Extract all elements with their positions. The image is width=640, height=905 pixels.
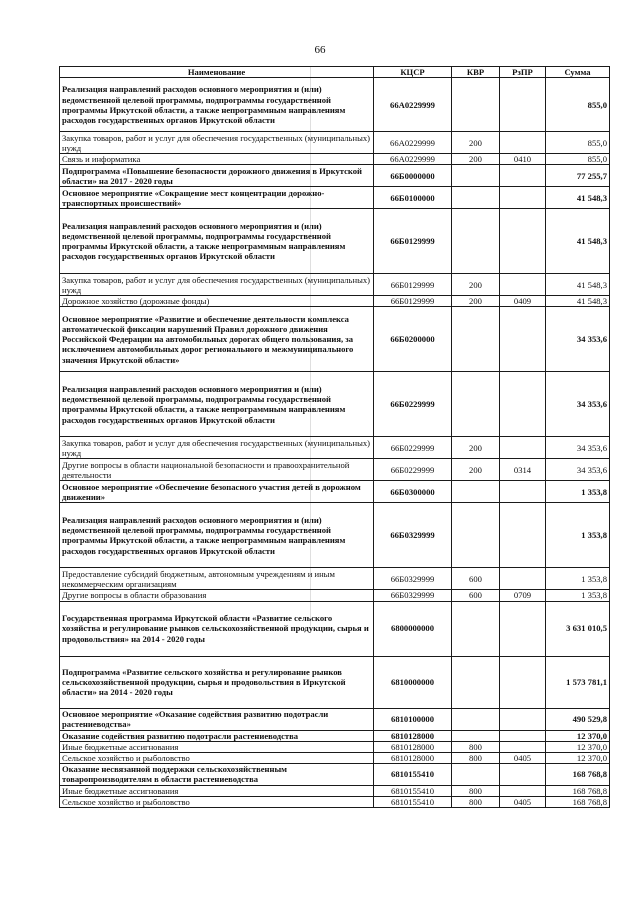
cell-name: Реализация направлений расходов основного мероприятия и (или) ведомственной целевой программы, подпрограммы государственной программы Иркутской области, а также непрограммным направлениям расходов государственных органов Иркутской области — [60, 209, 374, 274]
cell-kvr: 200 — [452, 154, 500, 165]
cell-sum: 855,0 — [546, 78, 610, 132]
cell-kvr — [452, 481, 500, 503]
cell-rzpr: 0709 — [500, 590, 546, 601]
cell-rzpr — [500, 187, 546, 209]
cell-sum: 168 768,8 — [546, 797, 610, 808]
cell-kvr — [452, 601, 500, 656]
cell-name: Связь и информатика — [60, 154, 374, 165]
cell-kcsr: 66А0229999 — [374, 78, 452, 132]
table-row — [60, 459, 610, 481]
table-row — [60, 296, 610, 307]
cell-kcsr: 66Б0200000 — [374, 307, 452, 372]
cell-name: Оказание несвязанной поддержки сельскохозяйственным товаропроизводителям в области растениеводства — [60, 763, 374, 785]
cell-sum: 12 370,0 — [546, 741, 610, 752]
table-row — [60, 730, 610, 741]
cell-rzpr — [500, 481, 546, 503]
cell-sum: 1 353,8 — [546, 590, 610, 601]
table-row — [60, 307, 610, 372]
table-row — [60, 601, 610, 656]
table-row — [60, 209, 610, 274]
cell-name: Основное мероприятие «Оказание содействия развитию подотрасли растениеводства» — [60, 708, 374, 730]
page-number: 66 — [314, 44, 326, 56]
cell-kvr: 200 — [452, 296, 500, 307]
cell-kvr: 800 — [452, 752, 500, 763]
cell-rzpr — [500, 78, 546, 132]
table-row — [60, 708, 610, 730]
cell-sum: 41 548,3 — [546, 274, 610, 296]
cell-rzpr: 0409 — [500, 296, 546, 307]
cell-kcsr: 66Б0129999 — [374, 209, 452, 274]
cell-name: Сельское хозяйство и рыболовство — [60, 797, 374, 808]
cell-sum: 1 353,8 — [546, 503, 610, 568]
cell-name: Предоставление субсидий бюджетным, автономным учреждениям и иным некоммерческим организациям — [60, 568, 374, 590]
cell-kvr — [452, 209, 500, 274]
cell-kcsr: 66Б0129999 — [374, 274, 452, 296]
cell-kcsr: 66Б0100000 — [374, 187, 452, 209]
cell-rzpr — [500, 568, 546, 590]
cell-rzpr — [500, 437, 546, 459]
cell-kcsr: 66А0229999 — [374, 154, 452, 165]
cell-kvr: 200 — [452, 459, 500, 481]
cell-kcsr: 6810100000 — [374, 708, 452, 730]
cell-kvr — [452, 372, 500, 437]
cell-kvr: 200 — [452, 132, 500, 154]
cell-name: Реализация направлений расходов основного мероприятия и (или) ведомственной целевой программы, подпрограммы государственной программы Иркутской области, а также непрограммным направлениям расходов государственных органов Иркутской области — [60, 503, 374, 568]
cell-sum: 34 353,6 — [546, 307, 610, 372]
cell-sum: 12 370,0 — [546, 752, 610, 763]
table-row — [60, 132, 610, 154]
cell-kvr: 600 — [452, 568, 500, 590]
cell-sum: 855,0 — [546, 154, 610, 165]
cell-kcsr: 6810155410 — [374, 797, 452, 808]
cell-kvr: 600 — [452, 590, 500, 601]
table-header-row — [60, 67, 610, 78]
cell-name: Другие вопросы в области национальной безопасности и правоохранительной деятельности — [60, 459, 374, 481]
cell-name: Подпрограмма «Развитие сельского хозяйства и регулирование рынков сельскохозяйственной продукции, сырья и продовольствия в Иркутской области» на 2014 - 2020 годы — [60, 656, 374, 708]
cell-rzpr — [500, 503, 546, 568]
cell-kvr — [452, 656, 500, 708]
table-row — [60, 741, 610, 752]
cell-kvr — [452, 187, 500, 209]
table-row — [60, 154, 610, 165]
cell-name: Оказание содействия развитию подотрасли растениеводства — [60, 730, 374, 741]
cell-rzpr — [500, 741, 546, 752]
table-row — [60, 785, 610, 796]
table-row — [60, 568, 610, 590]
cell-rzpr — [500, 372, 546, 437]
cell-rzpr — [500, 132, 546, 154]
cell-rzpr — [500, 708, 546, 730]
cell-kvr — [452, 503, 500, 568]
cell-kcsr: 6810000000 — [374, 656, 452, 708]
header-rzpr: РзПР — [500, 67, 546, 78]
table-body — [60, 78, 610, 808]
cell-name: Сельское хозяйство и рыболовство — [60, 752, 374, 763]
cell-sum: 34 353,6 — [546, 437, 610, 459]
cell-sum: 1 573 781,1 — [546, 656, 610, 708]
table-row — [60, 763, 610, 785]
cell-kvr: 200 — [452, 437, 500, 459]
cell-kcsr: 66Б0329999 — [374, 503, 452, 568]
cell-rzpr: 0410 — [500, 154, 546, 165]
table-row — [60, 590, 610, 601]
cell-kvr — [452, 763, 500, 785]
cell-kcsr: 66Б0129999 — [374, 296, 452, 307]
cell-kvr — [452, 730, 500, 741]
cell-kvr: 200 — [452, 274, 500, 296]
cell-rzpr — [500, 601, 546, 656]
cell-rzpr: 0405 — [500, 752, 546, 763]
cell-name: Дорожное хозяйство (дорожные фонды) — [60, 296, 374, 307]
cell-rzpr — [500, 730, 546, 741]
header-sum: Сумма — [546, 67, 610, 78]
table-row — [60, 503, 610, 568]
table-row — [60, 78, 610, 132]
cell-name: Закупка товаров, работ и услуг для обеспечения государственных (муниципальных) нужд — [60, 437, 374, 459]
cell-sum: 41 548,3 — [546, 187, 610, 209]
cell-kcsr: 6810128000 — [374, 741, 452, 752]
cell-name: Государственная программа Иркутской области «Развитие сельского хозяйства и регулирование рынков сельскохозяйственной продукции, сырья и продовольствия» на 2014 - 2020 годы — [60, 601, 374, 656]
table-row — [60, 437, 610, 459]
cell-kcsr: 6810128000 — [374, 752, 452, 763]
cell-sum: 490 529,8 — [546, 708, 610, 730]
cell-rzpr — [500, 209, 546, 274]
cell-kcsr: 6810155410 — [374, 763, 452, 785]
cell-kcsr: 66Б0300000 — [374, 481, 452, 503]
cell-name: Другие вопросы в области образования — [60, 590, 374, 601]
cell-kvr — [452, 165, 500, 187]
cell-name: Иные бюджетные ассигнования — [60, 785, 374, 796]
cell-kvr: 800 — [452, 797, 500, 808]
cell-kcsr: 66Б0229999 — [374, 437, 452, 459]
cell-sum: 855,0 — [546, 132, 610, 154]
cell-name: Основное мероприятие «Развитие и обеспечение деятельности комплекса автоматической фиксации нарушений Правил дорожного движения Российской Федерации на автомобильных дорогах общего пользования, за исключением автомобильных дорог регионального и межмуниципального значения Иркутской области» — [60, 307, 374, 372]
cell-kcsr: 66Б0329999 — [374, 568, 452, 590]
cell-sum: 168 768,8 — [546, 763, 610, 785]
header-kvr: КВР — [452, 67, 500, 78]
table-row — [60, 372, 610, 437]
cell-name: Закупка товаров, работ и услуг для обеспечения государственных (муниципальных) нужд — [60, 274, 374, 296]
cell-sum: 1 353,8 — [546, 568, 610, 590]
cell-kcsr: 6810128000 — [374, 730, 452, 741]
cell-name: Иные бюджетные ассигнования — [60, 741, 374, 752]
table-row — [60, 656, 610, 708]
cell-rzpr: 0314 — [500, 459, 546, 481]
cell-kcsr: 6810155410 — [374, 785, 452, 796]
cell-rzpr — [500, 165, 546, 187]
cell-kcsr: 66Б0000000 — [374, 165, 452, 187]
header-name: Наименование — [60, 67, 374, 78]
cell-kvr: 800 — [452, 785, 500, 796]
cell-kvr — [452, 78, 500, 132]
table-row — [60, 274, 610, 296]
cell-sum: 3 631 010,5 — [546, 601, 610, 656]
table-row — [60, 752, 610, 763]
budget-table — [59, 66, 610, 808]
cell-name: Подпрограмма «Повышение безопасности дорожного движения в Иркутской области» на 2017 - 2020 годы — [60, 165, 374, 187]
cell-kcsr: 66Б0329999 — [374, 590, 452, 601]
cell-name: Реализация направлений расходов основного мероприятия и (или) ведомственной целевой программы, подпрограммы государственной программы Иркутской области, а также непрограммным направлениям расходов государственных органов Иркутской области — [60, 372, 374, 437]
cell-sum: 12 370,0 — [546, 730, 610, 741]
cell-kcsr: 66Б0229999 — [374, 372, 452, 437]
table-row — [60, 797, 610, 808]
cell-sum: 168 768,8 — [546, 785, 610, 796]
header-kcsr: КЦСР — [374, 67, 452, 78]
cell-kcsr: 66А0229999 — [374, 132, 452, 154]
cell-name: Закупка товаров, работ и услуг для обеспечения государственных (муниципальных) нужд — [60, 132, 374, 154]
cell-kvr: 800 — [452, 741, 500, 752]
cell-sum: 41 548,3 — [546, 296, 610, 307]
table-row — [60, 165, 610, 187]
cell-name: Реализация направлений расходов основного мероприятия и (или) ведомственной целевой программы, подпрограммы государственной программы Иркутской области, а также непрограммным направлениям расходов государственных органов Иркутской области — [60, 78, 374, 132]
cell-kcsr: 6800000000 — [374, 601, 452, 656]
cell-name: Основное мероприятие «Сокращение мест концентрации дорожно-транспортных происшествий» — [60, 187, 374, 209]
cell-kcsr: 66Б0229999 — [374, 459, 452, 481]
cell-rzpr — [500, 274, 546, 296]
cell-rzpr — [500, 763, 546, 785]
cell-name: Основное мероприятие «Обеспечение безопасного участия детей в дорожном движении» — [60, 481, 374, 503]
cell-kvr — [452, 708, 500, 730]
cell-sum: 34 353,6 — [546, 372, 610, 437]
cell-rzpr — [500, 656, 546, 708]
cell-sum: 1 353,8 — [546, 481, 610, 503]
cell-rzpr: 0405 — [500, 797, 546, 808]
cell-sum: 41 548,3 — [546, 209, 610, 274]
cell-sum: 34 353,6 — [546, 459, 610, 481]
cell-rzpr — [500, 307, 546, 372]
cell-sum: 77 255,7 — [546, 165, 610, 187]
table-row — [60, 187, 610, 209]
table-row — [60, 481, 610, 503]
cell-kvr — [452, 307, 500, 372]
cell-rzpr — [500, 785, 546, 796]
